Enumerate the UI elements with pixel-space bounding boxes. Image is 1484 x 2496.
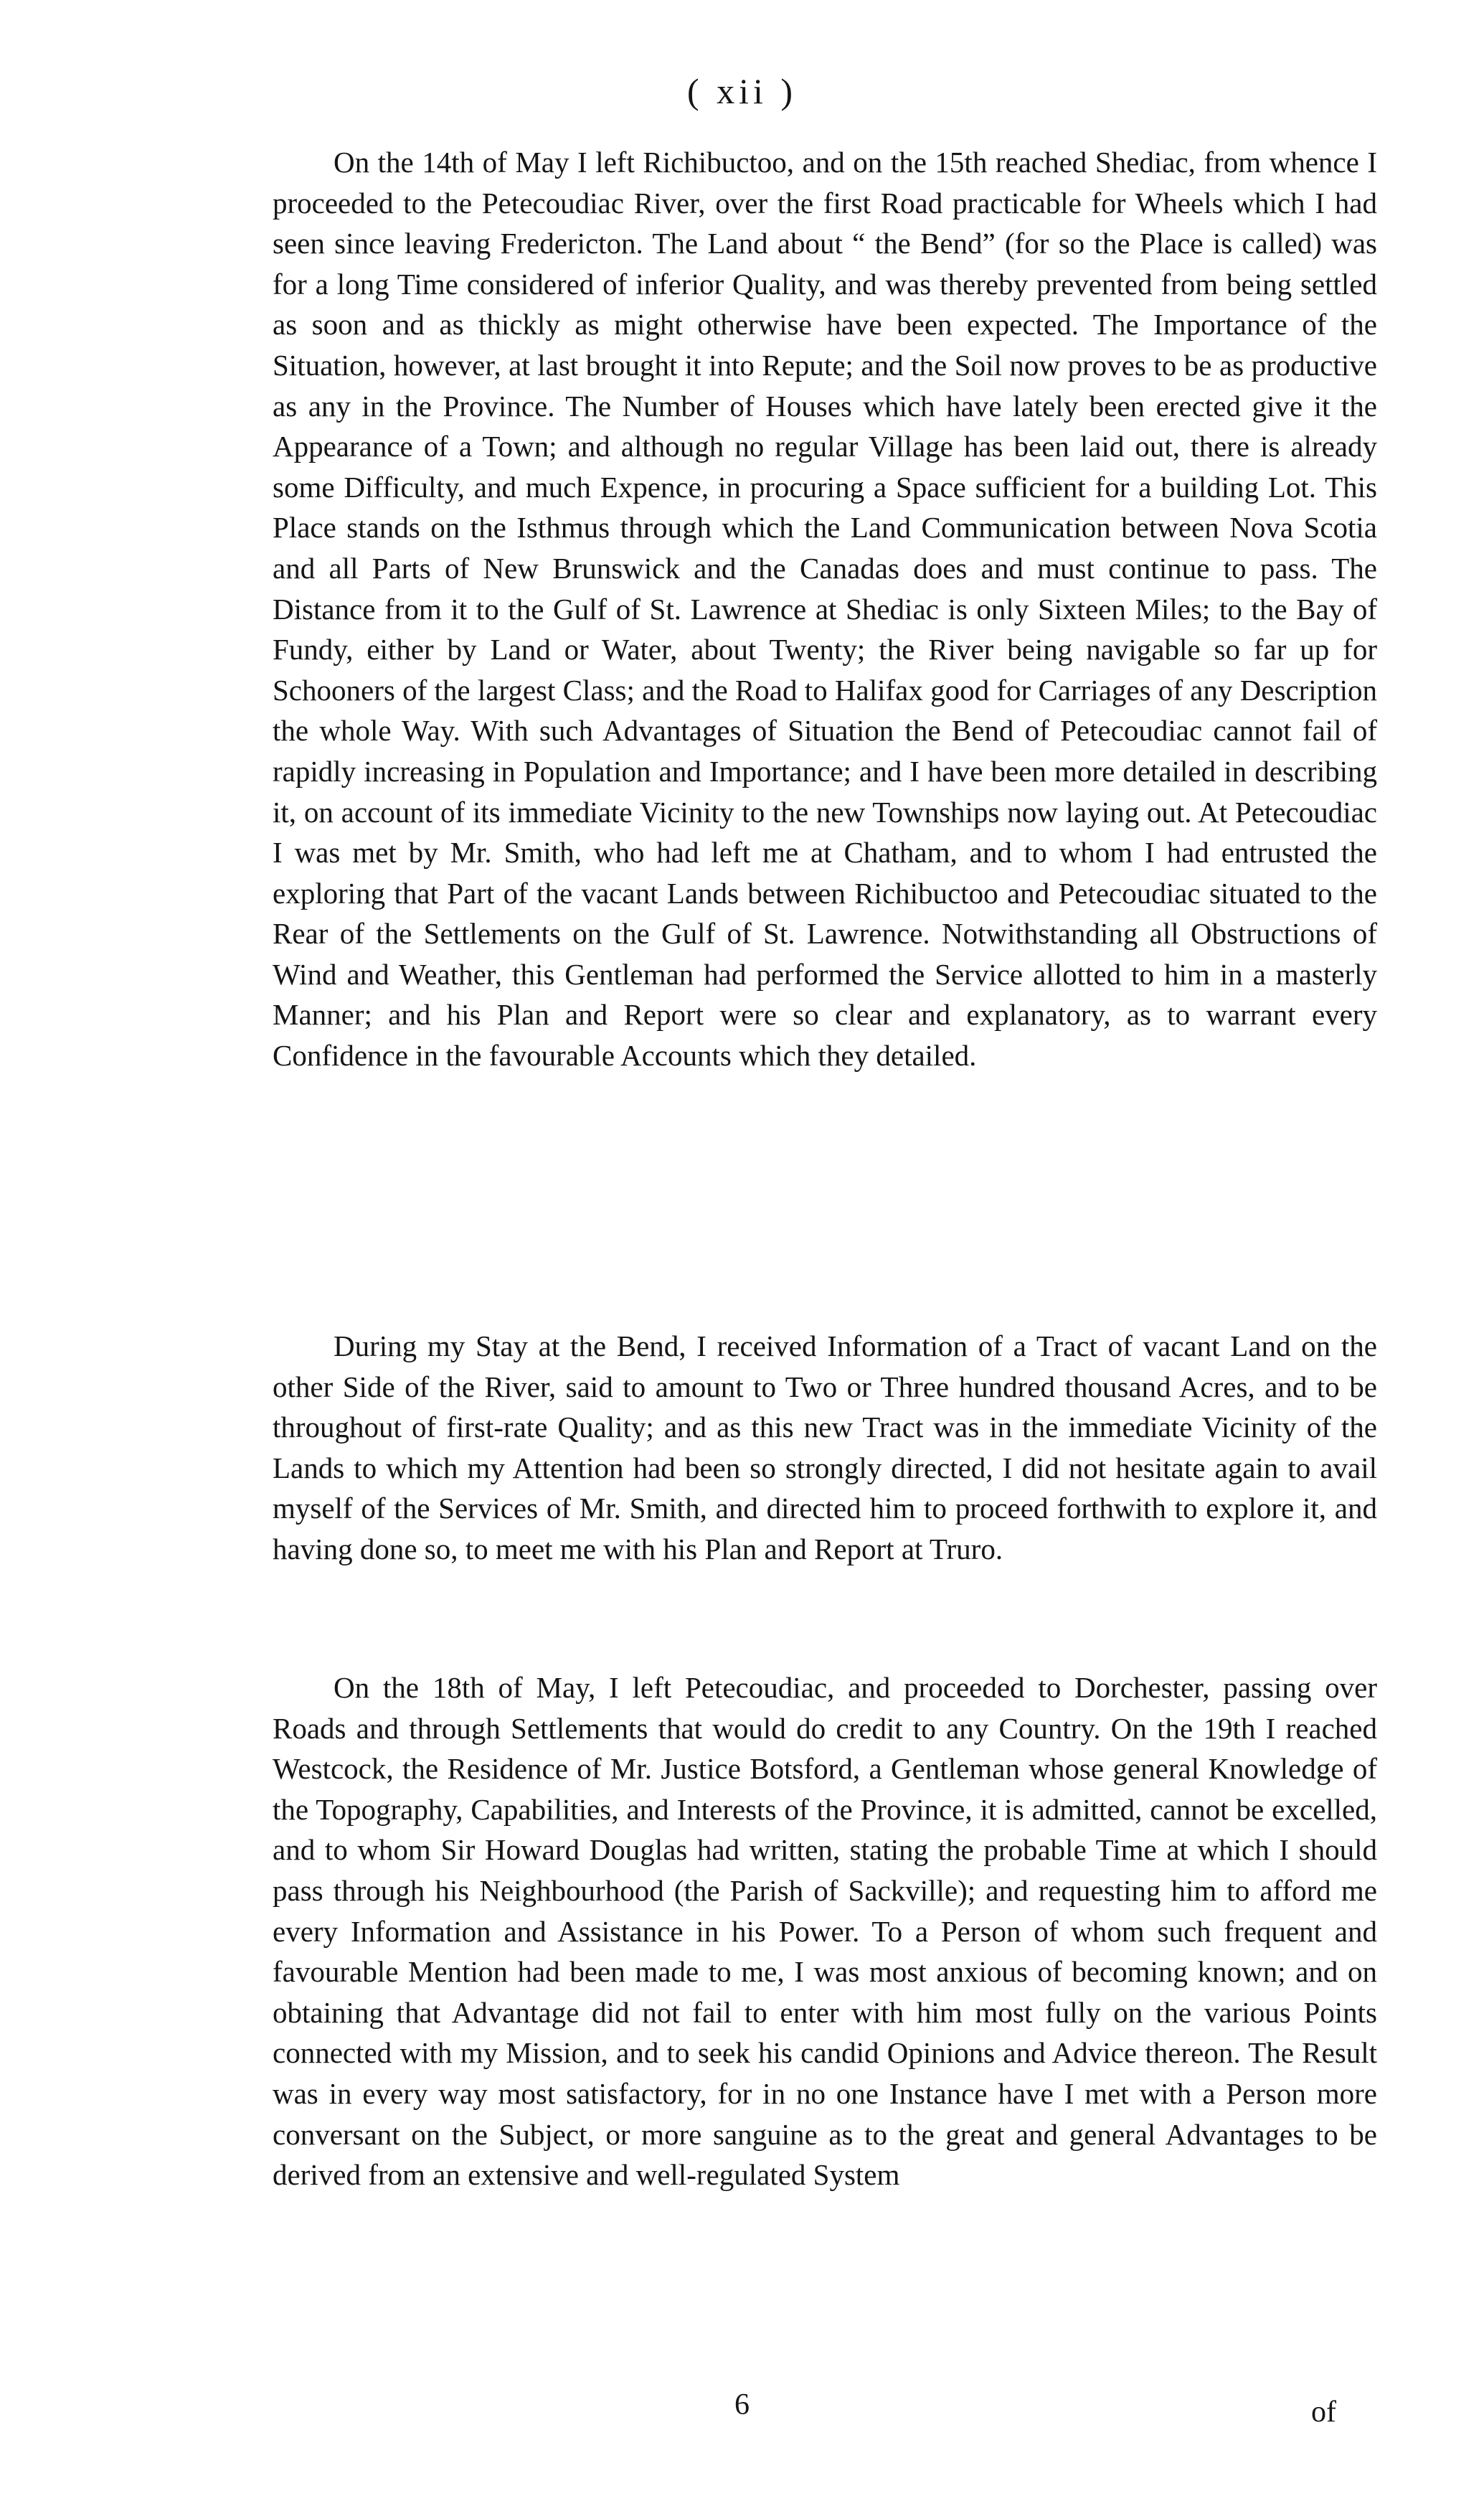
paragraph-2: During my Stay at the Bend, I received Information of a Tract of vacant Land on the other Side of the River, said to amount to Two or Three hundred thousand Acres, and to be throughout of first-rate Quality; and as this new Tract was in the immediate Vicinity of the Lands to which my Attention had been so strongly directed, I did not hesitate again to avail myself of the Services of Mr. Smith, and directed him to proceed forthwith to explore it, and having done so, to meet me with his Plan and Report at Truro. <box>273 1329 1377 1565</box>
catchword: of <box>1311 2396 1336 2429</box>
page-number: ( xii ) <box>686 71 798 111</box>
signature-mark: 6 <box>734 2388 750 2421</box>
paragraph-3: On the 18th of May, I left Petecoudiac, and proceeded to Dorchester, passing over Roads and through Settlements that would do credit to any Country. On the 19th I reached Westcock, the Residence of Mr. Justice Botsford, a Gentleman whose general Knowledge of the Topography, Capabilities, and Interests of the Province, it is admitted, cannot be excelled, and to whom Sir Howard Douglas had written, stating the probable Time at which I should pass through his Neighbourhood (the Parish of Sackville); and requesting him to afford me every Information and Assistance in his Power. To a Person of whom such frequent and favourable Mention had been made to me, I was most anxious of becoming known; and on obtaining that Advantage did not fail to enter with him most fully on the various Points connected with my Mission, and to seek his candid Opinions and Advice thereon. The Result was in every way most satisfactory, for in no one Instance have I met with a Person more conversant on the Subject, or more sanguine as to the great and general Advantages to be derived from an extensive and well-regulated System <box>273 1671 1377 2192</box>
paragraph-1: On the 14th of May I left Richibuctoo, and on the 15th reached Shediac, from whence I proceeded to the Petecoudiac River, over the first Road practicable for Wheels which I had seen since leaving Fredericton. The Land about “ the Bend” (for so the Place is called) was for a long Time considered of inferior Quality, and was thereby prevented from being settled as soon and as thickly as might otherwise have been expected. The Importance of the Situation, however, at last brought it into Repute; and the Soil now proves to be as productive as any in the Province. The Number of Houses which have lately been erected give it the Appearance of a Town; and although no regular Village has been laid out, there is already some Difficulty, and much Expence, in procuring a Space sufficient for a building Lot. This Place stands on the Isthmus through which the Land Communication between Nova Scotia and all Parts of New Brunswick and the Canadas does and must continue to pass. The Distance from it to the Gulf of St. Lawrence at Shediac is only Sixteen Miles; to the Bay of Fundy, either by Land or Water, about Twenty; the River being navigable so far up for Schooners of the largest Class; and the Road to Halifax good for Carriages of any Description the whole Way. With such Advantages of Situation the Bend of Petecoudiac cannot fail of rapidly increasing in Population and Importance; and I have been more detailed in describing it, on account of its immediate Vicinity to the new Townships now laying out. At Petecoudiac I was met by Mr. Smith, who had left me at Chatham, and to whom I had entrusted the exploring that Part of the vacant Lands between Richibuctoo and Petecoudiac situated to the Rear of the Settlements on the Gulf of St. Lawrence. Notwithstanding all Obstructions of Wind and Weather, this Gentleman had performed the Service allotted to him in a masterly Manner; and his Plan and Report were so clear and explanatory, as to warrant every Confidence in the favourable Accounts which they detailed. <box>273 146 1377 1073</box>
